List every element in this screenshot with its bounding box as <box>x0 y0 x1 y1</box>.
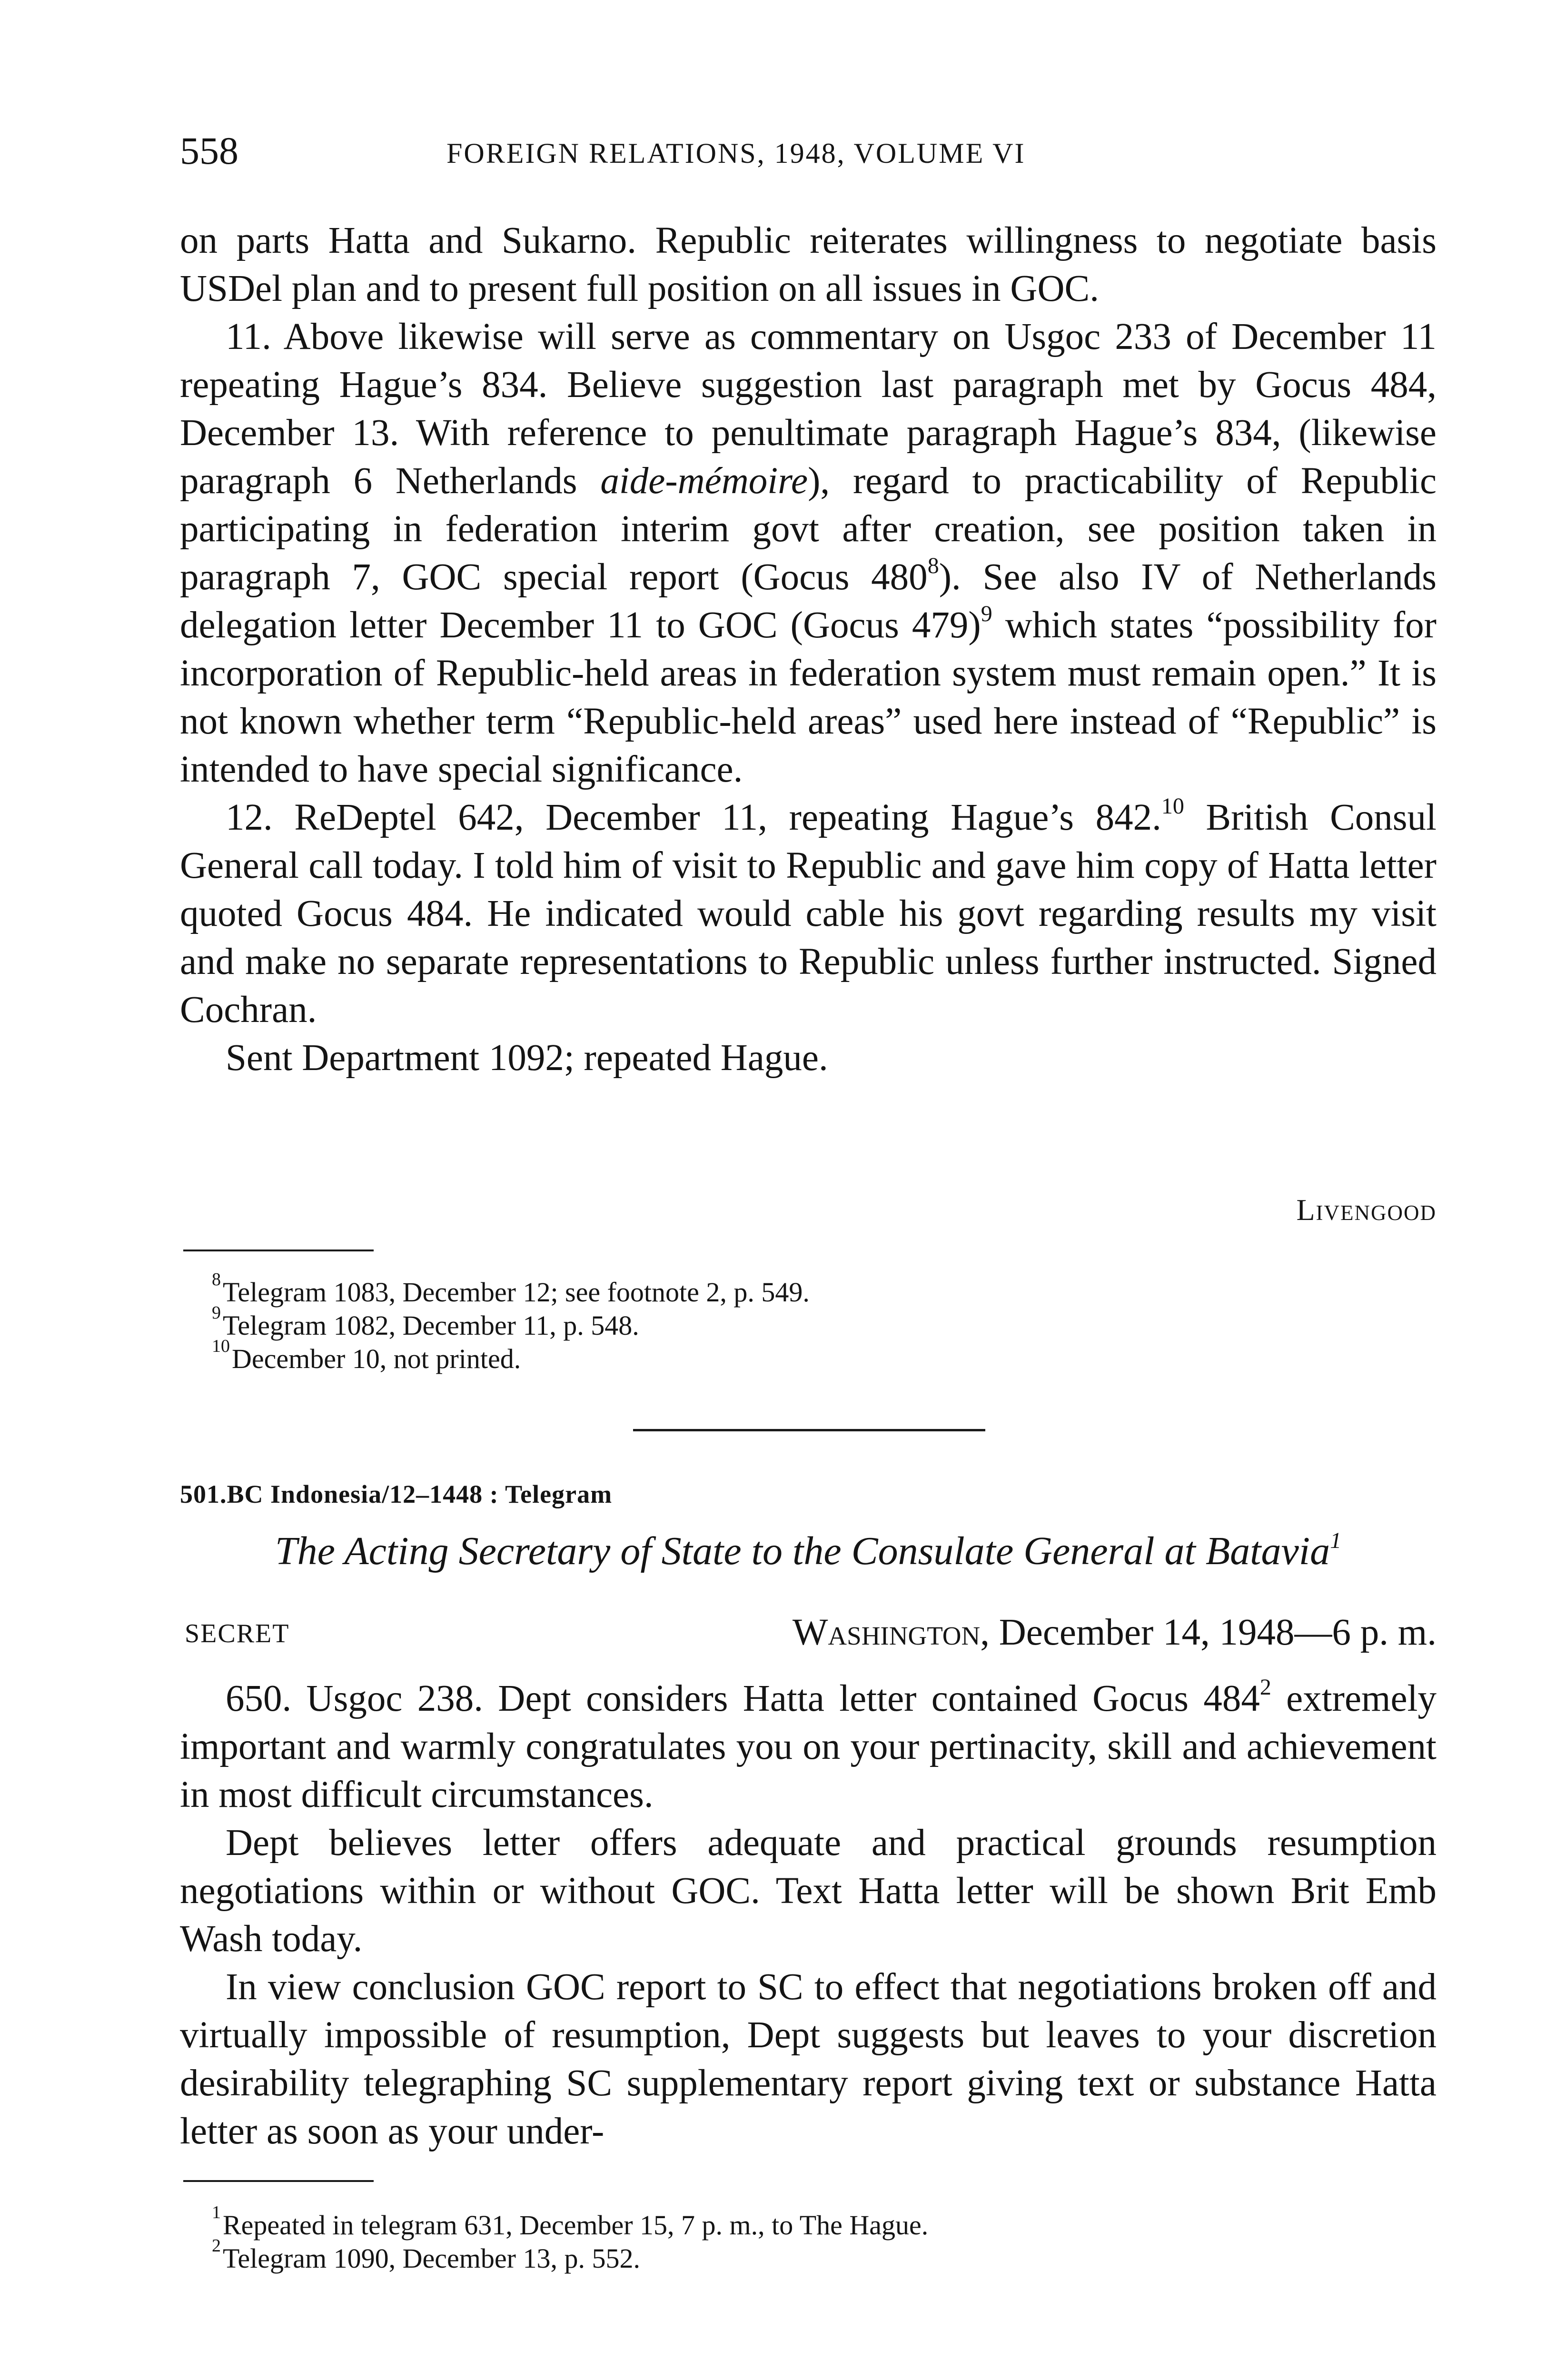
footnotes-top <box>212 1269 1435 1376</box>
footnote <box>212 2236 1435 2275</box>
footnotes-bottom <box>212 2202 1435 2275</box>
paragraph-12 <box>180 793 1437 1034</box>
footnote-ref-10: 10 <box>1161 793 1184 819</box>
footnote-text: Repeated in telegram 631, December 15, 7 p. m., to The Hague. <box>223 2210 929 2241</box>
footnote-rule <box>183 1250 374 1251</box>
paragraph-sent: Sent Department 1092; repeated Hague. <box>226 1037 828 1079</box>
telegram-text <box>180 1675 1437 2155</box>
footnote-text: Telegram 1083, December 12; see footnote 2, p. 549. <box>223 1277 810 1308</box>
text-run: ), regard to practicability of Republic participating in federation interim govt after creation, see position taken in paragraph 7, GOC special report (Gocus 480 <box>180 460 1437 598</box>
footnote-ref-2: 2 <box>1259 1675 1271 1700</box>
footnote-ref-9: 9 <box>981 601 992 626</box>
footnote-mark: 9 <box>212 1303 221 1323</box>
signature: Livengood <box>1296 1193 1437 1227</box>
footnote-rule <box>183 2180 374 2182</box>
footnote-mark: 8 <box>212 1269 221 1289</box>
footnote <box>212 1269 1435 1309</box>
text-run: 12. ReDeptel 642, December 11, repeating Hague’s 842. <box>226 797 1161 838</box>
footnote-mark: 10 <box>212 1336 230 1356</box>
page-header <box>180 129 1437 186</box>
paragraph-continued: on parts Hatta and Sukarno. Republic reiterates willingness to negotiate basis USDel plan and to present full position on all issues in GOC. <box>180 220 1437 309</box>
dateline-place: Washington <box>792 1612 981 1653</box>
footnote-ref-1: 1 <box>1330 1528 1342 1553</box>
footnote <box>212 1303 1435 1342</box>
text-run: extremely important and warmly congratulates you on your pertinacity, skill and achievement in most difficult circumstances. <box>180 1678 1437 1815</box>
footnote-text: December 10, not printed. <box>232 1343 521 1374</box>
dateline <box>793 1611 1437 1654</box>
italic-term: aide-mémoire <box>600 460 808 502</box>
dateline-date: , December 14, 1948—6 p. m. <box>980 1612 1437 1653</box>
text-run: which states “possibility for incorporation of Republic-held areas in federation system must remain open.” It is not known whether term “Republic-held areas” used here instead of “Republic” is intended to have special significance. <box>180 605 1437 790</box>
text-run: ). See also IV of Netherlands delegation letter December 11 to GOC (Gocus 479) <box>180 556 1437 646</box>
footnote-mark: 2 <box>212 2236 221 2256</box>
continuation-text <box>180 217 1437 1082</box>
page-number: 558 <box>180 129 238 172</box>
paragraph-view: In view conclusion GOC report to SC to effect that negotiations broken off and virtually impossible of resumption, Dept suggests but leaves to your discretion desirability telegraphing SC supplementary report giving text or substance Hatta letter as soon as your under- <box>180 1966 1437 2152</box>
title-text: The Acting Secretary of State to the Consulate General at Batavia <box>275 1529 1330 1573</box>
text-run: British Consul General call today. I told him of visit to Republic and gave him copy of Hatta letter quoted Gocus 484. He indicated would cable his govt regarding results my visit and make no separate representations to Republic unless further instructed. Signed Cochran. <box>180 797 1437 1031</box>
running-head: FOREIGN RELATIONS, 1948, VOLUME VI <box>446 138 1026 169</box>
footnote <box>212 1336 1435 1376</box>
text-run: 650. Usgoc 238. Dept considers Hatta letter contained Gocus 484 <box>226 1678 1260 1719</box>
text-run: 11. Above likewise will serve as commentary on Usgoc 233 of December 11 repeating Hague’s 834. Believe suggestion last paragraph met by Gocus 484, December 13. With reference to penultimate paragraph Hague’s 834, (likewise paragraph 6 Netherlands <box>180 316 1437 502</box>
document-title <box>180 1528 1437 1574</box>
footnote-text: Telegram 1090, December 13, p. 552. <box>223 2243 640 2274</box>
paragraph-dept: Dept believes letter offers adequate and practical grounds resumption negotiations within or without GOC. Text Hatta letter will be shown Brit Emb Wash today. <box>180 1822 1437 1960</box>
footnote-mark: 1 <box>212 2202 221 2222</box>
section-separator <box>633 1429 985 1431</box>
paragraph-650 <box>180 1675 1437 1819</box>
file-reference: 501.BC Indonesia/12–1448 : Telegram <box>180 1480 613 1508</box>
classification: SECRET <box>185 1619 290 1648</box>
footnote-ref-8: 8 <box>927 553 939 578</box>
footnote-text: Telegram 1082, December 11, p. 548. <box>223 1310 639 1341</box>
paragraph-11 <box>180 313 1437 793</box>
footnote <box>212 2202 1435 2242</box>
